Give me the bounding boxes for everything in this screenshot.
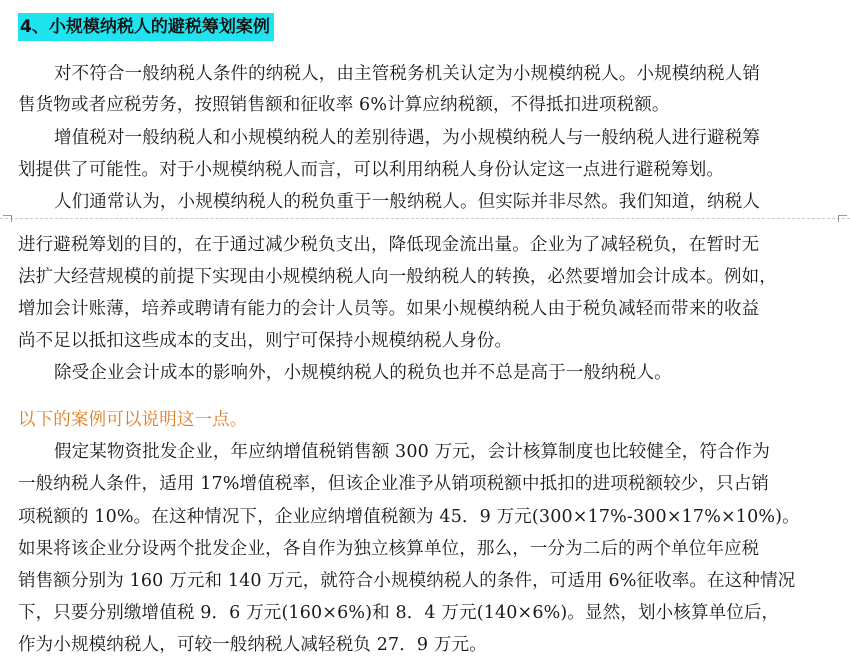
case-line: 如果将该企业分设两个批发企业，各自作为独立核算单位，那么，一分为二后的两个单位年应税 [18,539,760,559]
case-line: 作为小规模纳税人，可较一般纳税人减轻税负 27．9 万元。 [18,635,487,655]
paragraph-line: 对不符合一般纳税人条件的纳税人，由主管税务机关认定为小规模纳税人。小规模纳税人销 [54,64,760,84]
case-line: 一般纳税人条件，适用 17%增值税率，但该企业准予从销项税额中抵扣的进项税额较少，只占销 [18,474,770,494]
paragraph-line: 售货物或者应税劳务，按照销售额和征收率 6%计算应纳税额，不得抵扣进项税额。 [18,95,670,115]
paragraph-line: 除受企业会计成本的影响外，小规模纳税人的税负也并不总是高于一般纳税人。 [54,363,672,383]
case-intro: 以下的案例可以说明这一点。 [18,410,248,430]
case-line: 销售额分别为 160 万元和 140 万元，就符合小规模纳税人的条件，可适用 6%征收率。在这种情况 [18,571,796,591]
page-break-line [0,218,850,220]
paragraph-line: 划提供了可能性。对于小规模纳税人而言，可以利用纳税人身份认定这一点进行避税筹划。 [18,160,724,180]
section-heading: 4、小规模纳税人的避税筹划案例 [18,13,274,41]
paragraph-line: 进行避税筹划的目的，在于通过减少税负支出，降低现金流出量。企业为了减轻税负，在暂时无 [18,235,760,255]
paragraph-line: 增加会计账薄，培养或聘请有能力的会计人员等。如果小规模纳税人由于税负减轻而带来的收益 [18,299,760,319]
paragraph-line: 法扩大经营规模的前提下实现由小规模纳税人向一般纳税人的转换，必然要增加会计成本。例如， [18,267,777,287]
case-line: 假定某物资批发企业，年应纳增值税销售额 300 万元，会计核算制度也比较健全，符合作为 [54,442,770,462]
case-line: 项税额的 10%。在这种情况下，企业应纳增值税额为 45．9 万元(300×17%-300×17%×10%)。 [18,507,800,527]
paragraph-line: 增值税对一般纳税人和小规模纳税人的差别待遇，为小规模纳税人与一般纳税人进行避税筹 [54,128,760,148]
paragraph-line: 人们通常认为，小规模纳税人的税负重于一般纳税人。但实际并非尽然。我们知道，纳税人 [54,192,760,212]
paragraph-line: 尚不足以抵扣这些成本的支出，则宁可保持小规模纳税人身份。 [18,331,513,351]
case-line: 下，只要分别缴增值税 9．6 万元(160×6%)和 8．4 万元(140×6%)。显然，划小核算单位后， [18,603,780,623]
page-corner-mark [838,215,847,222]
page-corner-mark [3,215,12,222]
